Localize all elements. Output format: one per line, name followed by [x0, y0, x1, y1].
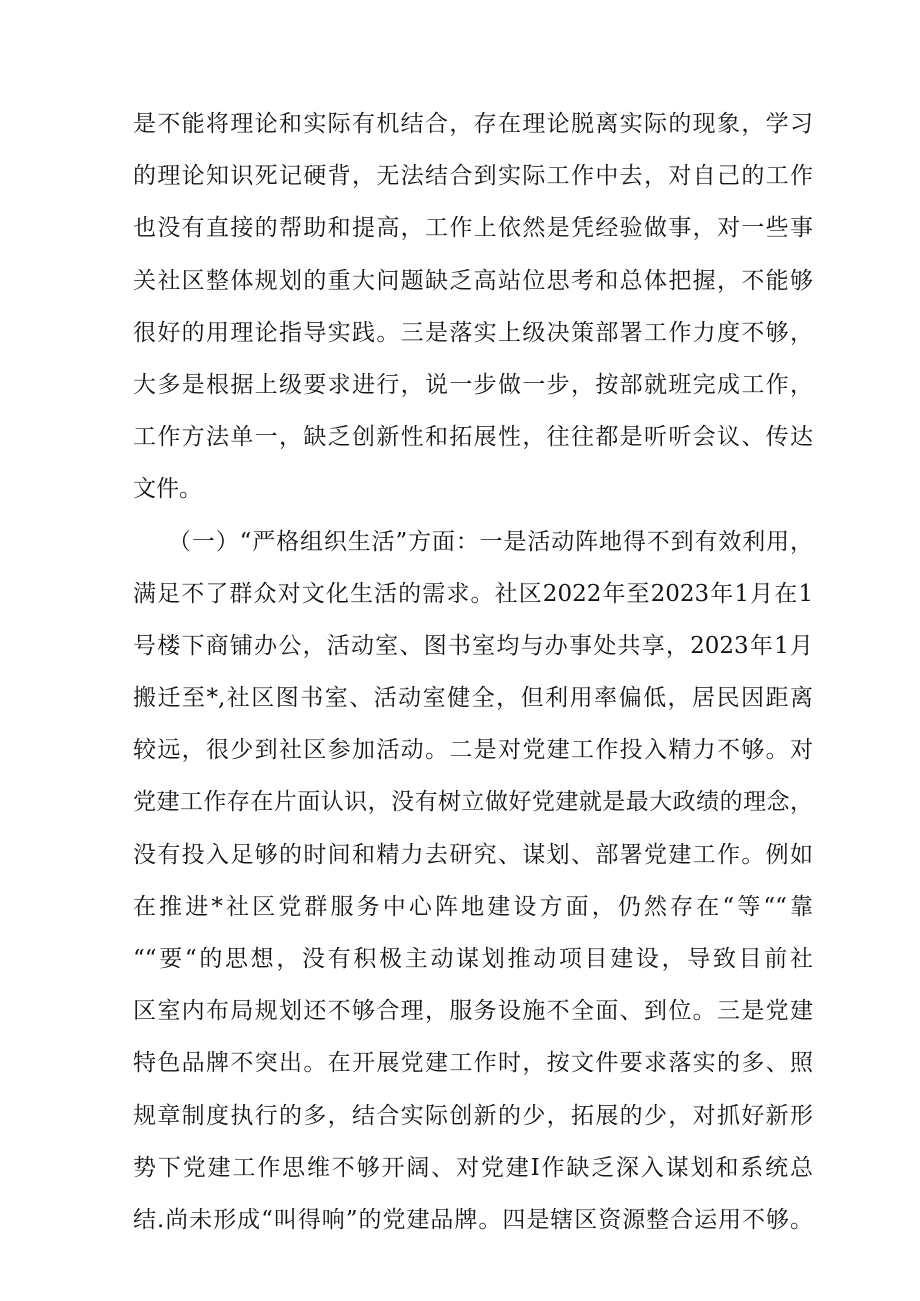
text-line: （一）“严格组织生活”方面：一是活动阵地得不到有效利用， — [168, 528, 813, 555]
text-line: 大多是根据上级要求进行，说一步做一步，按部就班完成工作， — [133, 371, 813, 398]
text-line: ““要“的思想，没有积极主动谋划推动项目建设，导致目前社 — [133, 946, 813, 972]
paragraph-1 — [133, 98, 813, 516]
text-line: 规章制度执行的多，结合实际创新的少，拓展的少，对抓好新形 — [133, 1102, 813, 1129]
text-line: 党建工作存在片面认识，没有树立做好党建就是最大政绩的理念， — [133, 789, 813, 816]
text-line: 文件。 — [133, 476, 202, 503]
paragraph-2 — [133, 516, 813, 1247]
text-line: 没有投入足够的时间和精力去研究、谋划、部署党建工作。例如 — [133, 841, 813, 868]
text-line: 区室内布局规划还不够合理，服务设施不全面、到位。三是党建 — [133, 998, 813, 1025]
text-line: 特色品牌不突出。在开展党建工作时，按文件要求落实的多、照 — [133, 1050, 813, 1077]
text-line: 是不能将理论和实际有机结合，存在理论脱离实际的现象，学习 — [133, 111, 813, 137]
text-line: 搬迁至*,社区图书室、活动室健全，但利用率偏低，居民因距离 — [133, 685, 813, 712]
text-line: 势下党建工作思维不够开阔、对党建I作缺乏深入谋划和系统总 — [133, 1154, 813, 1181]
text-line: 也没有直接的帮助和提高，工作上依然是凭经验做事，对一些事 — [133, 215, 813, 242]
text-line: 关社区整体规划的重大问题缺乏高站位思考和总体把握，不能够 — [133, 267, 813, 294]
text-line: 很好的用理论指导实践。三是落实上级决策部署工作力度不够， — [133, 319, 813, 346]
text-line: 号楼下商铺办公，活动室、图书室均与办事处共享，2023年1月 — [133, 632, 813, 659]
text-line: 在推进*社区党群服务中心阵地建设方面，仍然存在“等““靠 — [133, 893, 813, 920]
text-line: 结.尚未形成“叫得响”的党建品牌。四是辖区资源整合运用不够。 — [133, 1206, 813, 1233]
document-body — [133, 98, 813, 1246]
text-line: 工作方法单一，缺乏创新性和拓展性，往往都是听听会议、传达 — [133, 424, 813, 451]
text-line: 满足不了群众对文化生活的需求。社区2022年至2023年1月在1 — [133, 580, 813, 607]
text-line: 较远，很少到社区参加活动。二是对党建工作投入精力不够。对 — [133, 737, 813, 764]
text-line: 的理论知识死记硬背，无法结合到实际工作中去，对自己的工作 — [133, 163, 813, 190]
